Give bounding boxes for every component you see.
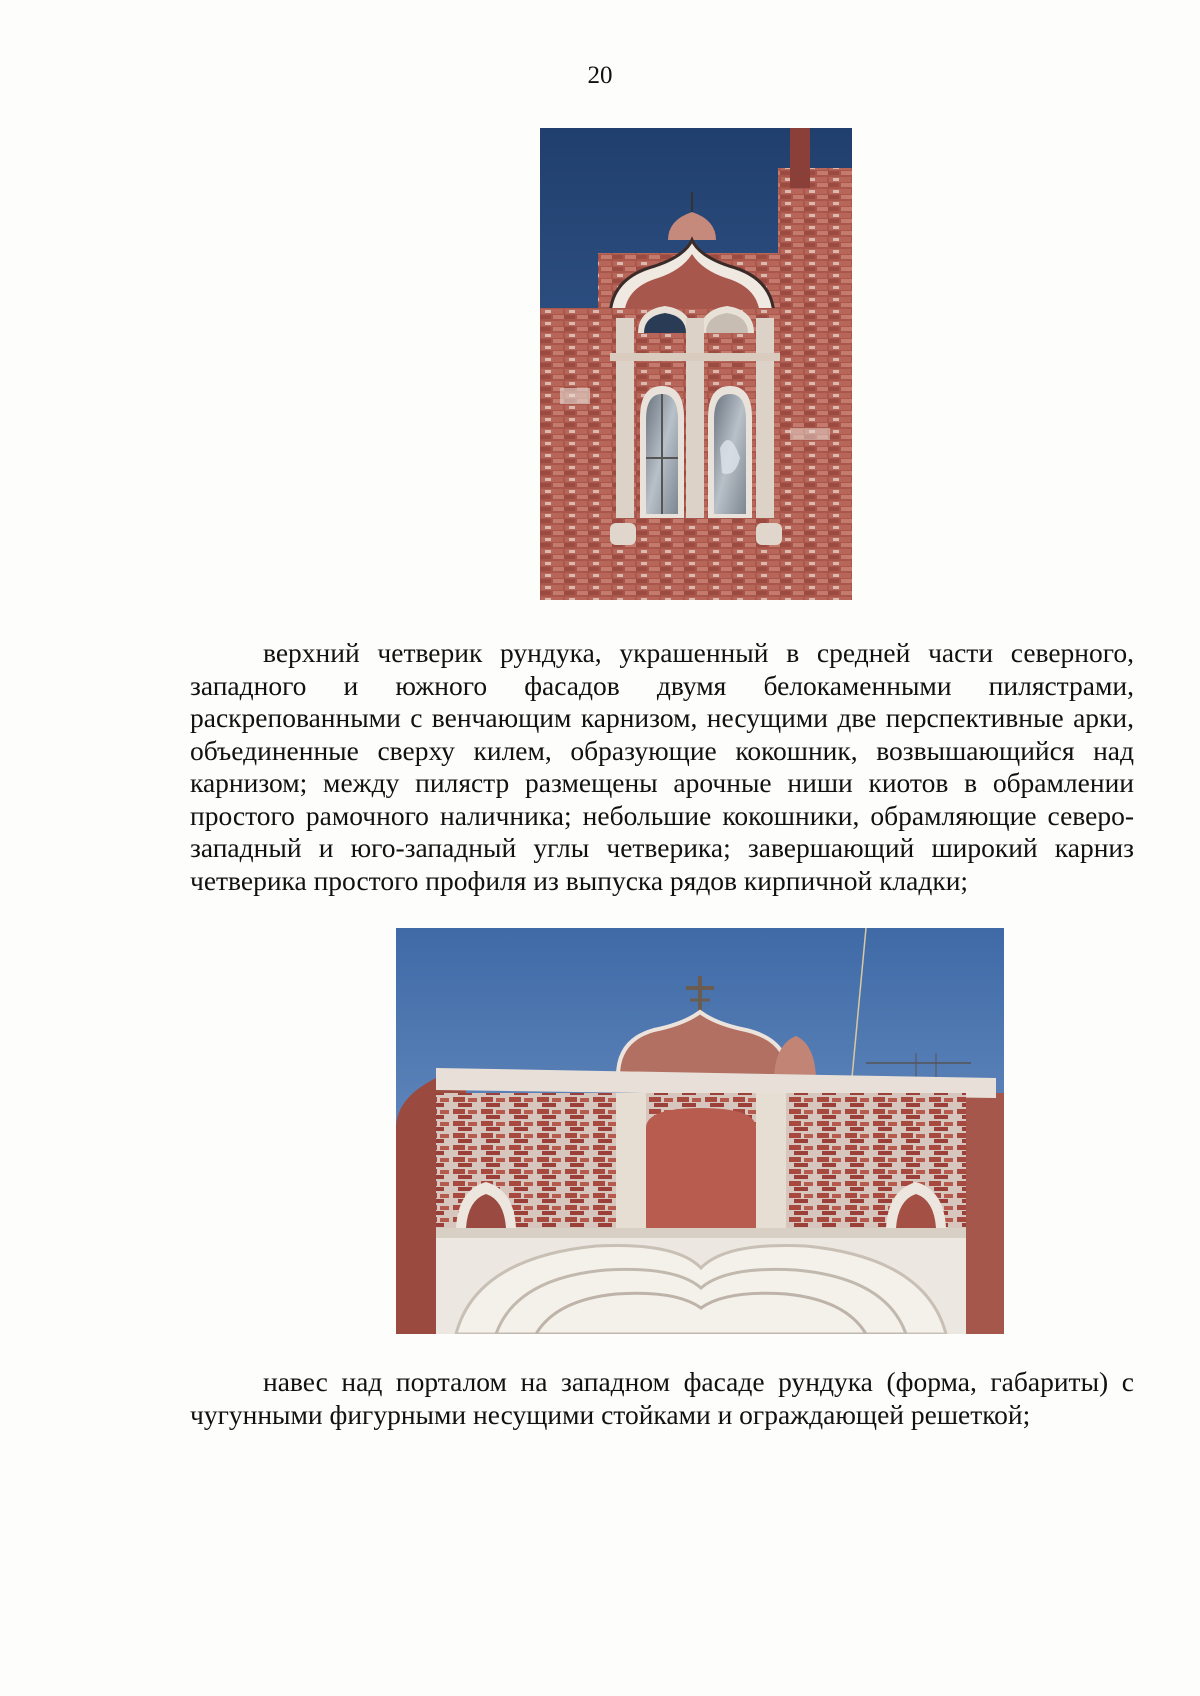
description-paragraph-canopy: навес над порталом на западном фасаде рундука (форма, габариты) с чугунными фигурными несущими стойками и ограждающей решеткой; xyxy=(190,1366,1134,1430)
page-number: 20 xyxy=(587,62,613,89)
photo-upper-quadrangle-window xyxy=(540,128,852,600)
description-paragraph-upper-quadrangle: верхний четверик рундука, украшенный в средней части северного, западного и южного фасадов двумя белокаменными пилястрами, раскрепованными с венчающим карнизом, несущими две перспективные арки, объединенные сверху килем, образующие кокошник, возвышающийся над карнизом; между пилястр размещены арочные ниши киотов в обрамлении простого рамочного наличника; небольшие кокошники, обрамляющие северо-западный и юго-западный углы четверика; завершающий широкий карниз четверика простого профиля из выпуска рядов кирпичной кладки; xyxy=(190,637,1134,896)
photo-kokoshnik-cornice xyxy=(396,928,1004,1334)
window-photo-illustration xyxy=(540,128,852,600)
cornice-photo-illustration xyxy=(396,928,1004,1334)
